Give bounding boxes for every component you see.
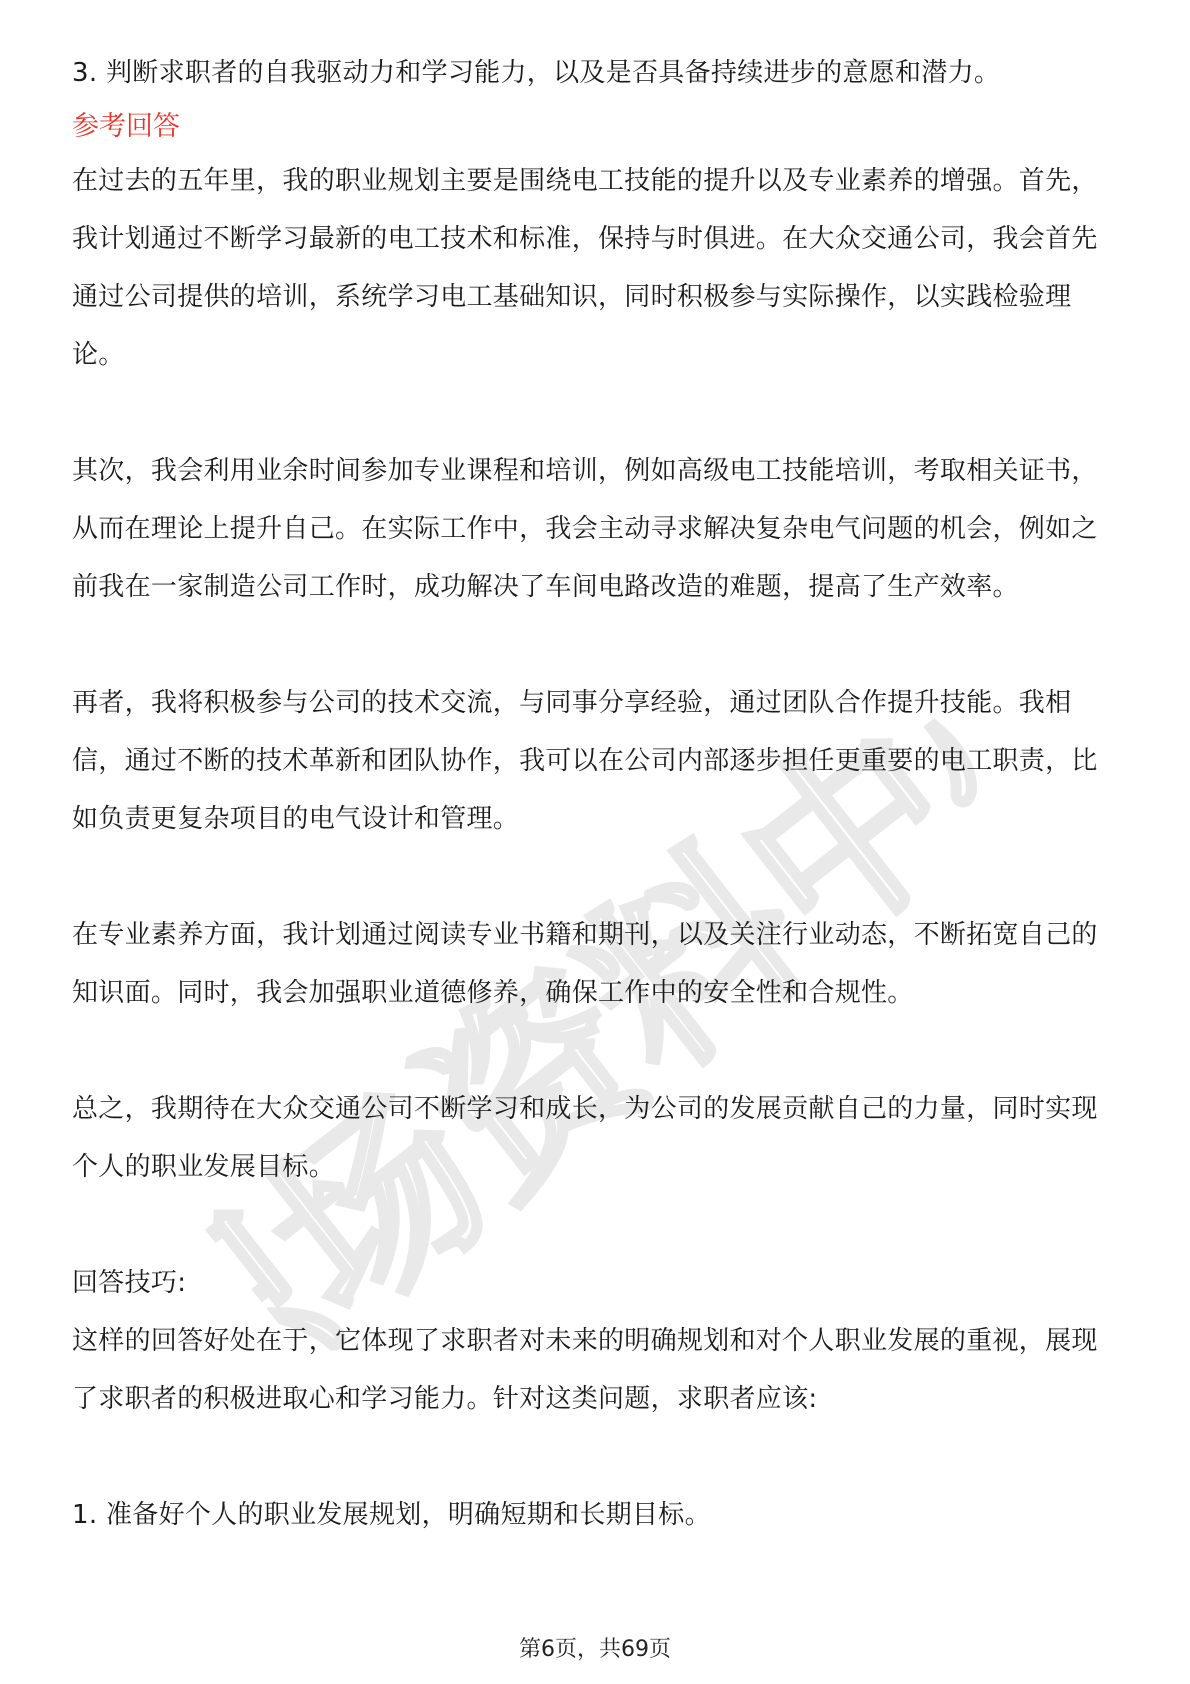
page-number-footer: 第6页，共69页	[519, 1637, 671, 1662]
watermark-text: 职场资料中心	[136, 587, 1104, 1473]
answer-paragraph-4: 在专业素养方面，我计划通过阅读专业书籍和期刊，以及关注行业动态，不断拓宽自己的知识面。同时，我会加强职业道德修养，确保工作中的安全性和合规性。	[72, 920, 1098, 1008]
tips-heading: 回答技巧:	[72, 1268, 187, 1298]
answer-paragraph-3: 再者，我将积极参与公司的技术交流，与同事分享经验，通过团队合作提升技能。我相信，通过不断的技术革新和团队协作，我可以在公司内部逐步担任更重要的电工职责，比如负责更复杂项目的电气设计和管理。	[72, 688, 1098, 834]
document-page	[72, 44, 1122, 1544]
reference-answer-heading: 参考回答	[72, 111, 180, 142]
intro-list-item: 3. 判断求职者的自我驱动力和学习能力，以及是否具备持续进步的意愿和潜力。	[72, 58, 1001, 88]
answer-paragraph-1: 在过去的五年里，我的职业规划主要是围绕电工技能的提升以及专业素养的增强。首先，我计划通过不断学习最新的电工技术和标准，保持与时俱进。在大众交通公司，我会首先通过公司提供的培训，系统学习电工基础知识，同时积极参与实际操作，以实践检验理论。	[72, 166, 1098, 370]
tips-list-item-1: 1. 准备好个人的职业发展规划，明确短期和长期目标。	[72, 1500, 711, 1530]
answer-paragraph-2: 其次，我会利用业余时间参加专业课程和培训，例如高级电工技能培训，考取相关证书，从而在理论上提升自己。在实际工作中，我会主动寻求解决复杂电气问题的机会，例如之前我在一家制造公司工作时，成功解决了车间电路改造的难题，提高了生产效率。	[72, 456, 1098, 602]
answer-paragraph-5: 总之，我期待在大众交通公司不断学习和成长，为公司的发展贡献自己的力量，同时实现个人的职业发展目标。	[72, 1094, 1098, 1182]
tips-paragraph: 这样的回答好处在于，它体现了求职者对未来的明确规划和对个人职业发展的重视，展现了求职者的积极进取心和学习能力。针对这类问题，求职者应该:	[72, 1326, 1098, 1414]
